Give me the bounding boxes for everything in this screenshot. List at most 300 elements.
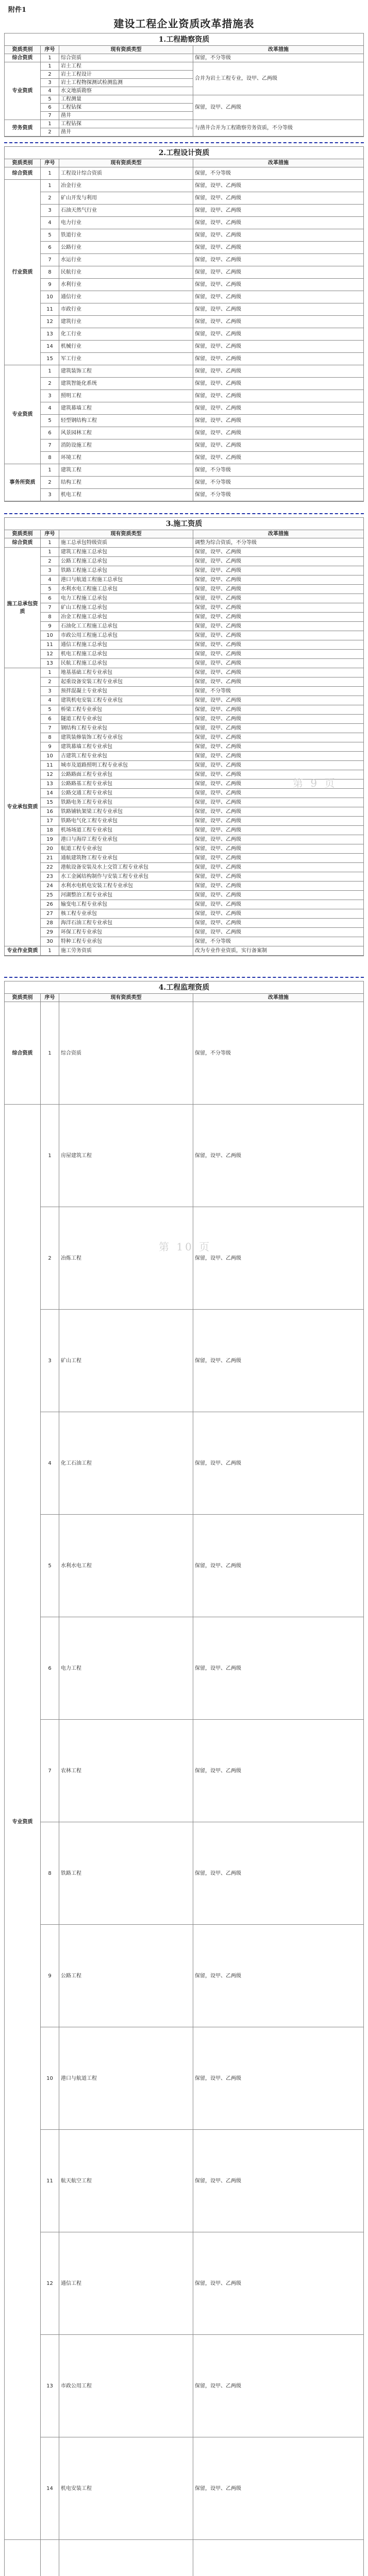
current-type-cell: 市政公用工程 [59,2335,193,2437]
reform-cell: 保留，设甲、乙两级 [193,353,364,365]
table-row [5,328,364,341]
reform-cell: 保留，设甲、乙两级 [193,1310,364,1412]
table-row [5,1720,364,1822]
table-row [5,439,364,452]
seq-cell: 9 [41,622,59,631]
reform-cell: 保留，设甲、乙两级 [193,1925,364,2027]
reform-cell: 保留，设甲、乙两级 [193,254,364,266]
table-row [5,205,364,217]
seq-cell: 2 [41,477,59,489]
current-type-cell: 水文地质勘察 [59,87,193,95]
seq-cell: 8 [41,452,59,464]
reform-cell: 保留，设甲、乙两级 [193,328,364,341]
seq-cell: 1 [41,548,59,557]
reform-cell: 保留，设甲、乙两级 [193,613,364,622]
table-row [5,1822,364,1925]
current-type-cell: 特种工程专业承包 [59,937,193,946]
section-table [4,159,364,501]
current-type-cell: 结构工程 [59,477,193,489]
col-current: 现有资质类型 [59,530,193,538]
seq-cell: 7 [41,112,59,120]
table-row [5,1105,364,1207]
current-type-cell: 港口与海岸工程专业承包 [59,835,193,844]
reform-cell: 保留，设甲、乙两级 [193,900,364,909]
reform-cell: 保留，设甲、乙两级 [193,844,364,854]
seq-cell: 5 [41,95,59,104]
reform-cell: 保留，设甲、乙两级 [193,835,364,844]
current-type-cell [59,2540,193,2576]
current-type-cell: 核工程专业承包 [59,909,193,919]
reform-cell: 保留，设甲、乙两级 [193,229,364,242]
table-row [5,687,364,696]
current-type-cell: 水工金属结构制作与安装工程专业承包 [59,872,193,882]
seq-cell: 7 [41,603,59,613]
reform-cell: 保留，设甲、乙两级 [193,650,364,659]
reform-cell: 保留，设甲、乙两级 [193,2437,364,2540]
seq-cell: 2 [41,557,59,566]
seq-cell: 1 [41,167,59,180]
col-category: 资质类别 [5,159,41,167]
col-category: 资质类别 [5,994,41,1002]
table-row [5,733,364,742]
seq-cell: 8 [41,733,59,742]
seq-cell: 4 [41,87,59,95]
table-row [5,62,364,71]
table-row [5,477,364,489]
seq-cell: 14 [41,341,59,353]
reform-cell: 保留，设甲、乙两级 [193,585,364,594]
seq-cell: 10 [41,752,59,761]
reform-cell: 保留，设甲、乙两级 [193,1617,364,1720]
seq-cell: 8 [41,613,59,622]
seq-cell: 1 [41,538,59,548]
category-cell: 事务所资质 [5,464,41,501]
current-type-cell: 公路路面工程专业承包 [59,770,193,779]
table-row [5,928,364,937]
seq-cell: 12 [41,770,59,779]
current-type-cell: 水利行业 [59,279,193,291]
current-type-cell: 机电工程 [59,489,193,501]
current-type-cell: 岩土工程物探测试检测监测 [59,79,193,87]
table-row [5,752,364,761]
seq-cell: 5 [41,705,59,715]
reform-cell: 保留，设甲、乙两级 [193,696,364,705]
current-type-cell: 电力工程 [59,1617,193,1720]
current-type-cell: 电力行业 [59,217,193,229]
reform-cell: 保留，不分等级 [193,937,364,946]
table-row [5,402,364,415]
current-type-cell: 建筑装修装饰工程专业承包 [59,733,193,742]
table-row [5,229,364,242]
seq-cell: 3 [41,205,59,217]
current-type-cell: 通信行业 [59,291,193,303]
category-cell: 综合资质 [5,167,41,180]
current-type-cell: 矿山工程 [59,1310,193,1412]
seq-cell: 6 [41,1617,59,1720]
table-row [5,742,364,752]
current-type-cell: 航道工程专业承包 [59,844,193,854]
table-row [5,798,364,807]
current-type-cell: 工程测量 [59,95,193,104]
seq-cell: 7 [41,439,59,452]
seq-cell: 1 [41,946,59,956]
reform-cell: 保留，不分等级 [193,464,364,477]
seq-cell: 26 [41,900,59,909]
reform-cell: 保留，设甲、乙两级 [193,192,364,205]
reform-cell: 保留，设甲、乙两级 [193,779,364,789]
reform-cell: 保留，设甲、乙两级 [193,622,364,631]
attachment-label: 附件1 [8,6,27,14]
current-type-cell: 工程设计综合资质 [59,167,193,180]
current-type-cell: 地基基础工程专业承包 [59,668,193,677]
reform-cell: 保留，设甲、乙两级 [193,817,364,826]
current-type-cell: 建筑智能化系统 [59,378,193,390]
category-cell: 行业资质 [5,180,41,365]
current-type-cell: 隧道工程专业承包 [59,715,193,724]
reform-cell: 保留，设甲、乙两级 [193,594,364,603]
reform-cell: 保留，设甲、乙两级 [193,390,364,402]
seq-cell [41,2540,59,2576]
seq-cell: 21 [41,854,59,863]
current-type-cell: 机电工程施工总承包 [59,650,193,659]
seq-cell: 5 [41,1515,59,1617]
table-row [5,353,364,365]
current-type-cell: 铁路工程施工总承包 [59,566,193,575]
current-type-cell: 市政公用工程施工总承包 [59,631,193,640]
reform-cell: 保留，设甲、乙两级 [193,427,364,439]
seq-cell: 25 [41,891,59,900]
seq-cell: 4 [41,696,59,705]
current-type-cell: 矿山工程施工总承包 [59,603,193,613]
reform-cell: 保留，设甲、乙两级 [193,95,364,120]
current-type-cell: 港口与航道工程 [59,2027,193,2130]
seq-cell: 1 [41,120,59,128]
table-row [5,585,364,594]
reform-cell: 保留，设甲、乙两级 [193,378,364,390]
current-type-cell: 化工行业 [59,328,193,341]
seq-cell: 18 [41,826,59,835]
col-reform: 改革措施 [193,994,364,1002]
reform-cell: 保留，设甲、乙两级 [193,566,364,575]
table-row [5,427,364,439]
col-current: 现有资质类型 [59,994,193,1002]
table-row [5,937,364,946]
current-type-cell: 军工行业 [59,353,193,365]
reform-cell: 保留，设甲、乙两级 [193,217,364,229]
seq-cell: 29 [41,928,59,937]
seq-cell: 8 [41,1822,59,1925]
current-type-cell: 输变电工程专业承包 [59,900,193,909]
seq-cell: 4 [41,217,59,229]
current-type-cell: 工程钻探 [59,120,193,128]
section-construction [4,517,364,956]
table-row [5,415,364,427]
seq-cell: 1 [41,1105,59,1207]
page-number-mark: 第 9 页 [293,777,337,789]
reform-cell: 改为专业作业资质，实行备案制 [193,946,364,956]
current-type-cell: 农林工程 [59,1720,193,1822]
seq-cell: 5 [41,229,59,242]
section-design [4,146,364,502]
current-type-cell: 桥梁工程专业承包 [59,705,193,715]
reform-cell: 保留，设甲、乙两级 [193,715,364,724]
table-row [5,817,364,826]
seq-cell: 15 [41,798,59,807]
reform-cell: 保留，设甲、乙两级 [193,854,364,863]
category-cell [5,2540,41,2576]
seq-cell: 1 [41,668,59,677]
seq-cell: 4 [41,402,59,415]
current-type-cell: 机械行业 [59,341,193,353]
seq-cell: 19 [41,835,59,844]
table-row [5,1617,364,1720]
reform-cell: 保留，设甲、乙两级 [193,872,364,882]
seq-cell: 24 [41,882,59,891]
reform-cell: 保留，设甲、乙两级 [193,548,364,557]
seq-cell: 2 [41,677,59,687]
seq-cell: 3 [41,566,59,575]
table-row [5,390,364,402]
reform-cell: 保留，设甲、乙两级 [193,1720,364,1822]
table-row [5,2232,364,2335]
table-row [5,640,364,650]
col-current: 现有资质类型 [59,159,193,167]
table-row [5,872,364,882]
table-row [5,844,364,854]
current-type-cell: 凿井 [59,128,193,137]
seq-cell: 20 [41,844,59,854]
seq-cell: 11 [41,761,59,770]
current-type-cell: 机电安装工程 [59,2437,193,2540]
table-row [5,1002,364,1105]
current-type-cell: 公路行业 [59,242,193,254]
current-type-cell: 港口与航道工程施工总承包 [59,575,193,585]
seq-cell: 6 [41,715,59,724]
seq-cell: 3 [41,687,59,696]
category-cell: 综合资质 [5,54,41,62]
table-row [5,279,364,291]
seq-cell: 27 [41,909,59,919]
current-type-cell: 环保工程专业承包 [59,928,193,937]
table-row [5,557,364,566]
seq-cell: 28 [41,919,59,928]
seq-cell: 6 [41,427,59,439]
seq-cell: 6 [41,104,59,112]
reform-cell: 保留，设甲、乙两级 [193,415,364,427]
table-row [5,291,364,303]
current-type-cell: 综合资质 [59,1002,193,1105]
reform-cell: 保留，设甲、乙两级 [193,705,364,715]
current-type-cell: 冶金行业 [59,180,193,192]
category-cell: 劳务资质 [5,120,41,137]
reform-cell: 保留，设甲、乙两级 [193,2335,364,2437]
seq-cell: 10 [41,291,59,303]
table-row [5,946,364,956]
reform-cell: 保留，不分等级 [193,1002,364,1105]
reform-cell: 保留，设甲、乙两级 [193,439,364,452]
reform-cell: 调整为综合资质，不分等级 [193,538,364,548]
table-row [5,594,364,603]
table-row [5,705,364,715]
reform-cell: 保留，设甲、乙两级 [193,724,364,733]
current-type-cell: 公路交通工程专业承包 [59,789,193,798]
seq-cell: 11 [41,640,59,650]
seq-cell: 1 [41,62,59,71]
table-row [5,452,364,464]
seq-cell: 5 [41,585,59,594]
table-row [5,715,364,724]
current-type-cell: 航天航空工程 [59,2130,193,2232]
table-row [5,316,364,328]
reform-cell: 保留，设甲、乙两级 [193,733,364,742]
table-row [5,724,364,733]
reform-cell: 保留，设甲、乙两级 [193,891,364,900]
table-row [5,538,364,548]
current-type-cell: 公路路基工程专业承包 [59,779,193,789]
current-type-cell: 建筑工程施工总承包 [59,548,193,557]
col-seq: 序号 [41,530,59,538]
category-cell: 专业资质 [5,365,41,464]
current-type-cell: 铁道行业 [59,229,193,242]
table-row [5,882,364,891]
table-row [5,668,364,677]
page-break-line [4,142,364,143]
table-row [5,835,364,844]
current-type-cell: 轻型钢结构工程 [59,415,193,427]
reform-cell: 保留，设甲、乙两级 [193,365,364,378]
table-row [5,761,364,770]
current-type-cell: 港航设备安装及水上交管工程专业承包 [59,863,193,872]
table-row [5,242,364,254]
section-supervision [4,981,364,2576]
current-type-cell: 风景园林工程 [59,427,193,439]
seq-cell: 6 [41,594,59,603]
seq-cell: 15 [41,353,59,365]
table-row [5,891,364,900]
page-break-line [4,977,364,978]
table-row [5,603,364,613]
table-row [5,254,364,266]
current-type-cell: 公路工程施工总承包 [59,557,193,566]
reform-cell: 保留，设甲、乙两级 [193,266,364,279]
table-row [5,2540,364,2576]
table-row [5,217,364,229]
reform-cell: 保留，设甲、乙两级 [193,919,364,928]
seq-cell: 13 [41,328,59,341]
reform-cell: 与凿井合并为工程勘察劳务资质，不分等级 [193,120,364,137]
table-row [5,1412,364,1515]
current-type-cell: 河湖整治工程专业承包 [59,891,193,900]
seq-cell: 1 [41,464,59,477]
category-cell: 综合资质 [5,1002,41,1105]
seq-cell: 2 [41,71,59,79]
table-row [5,464,364,477]
seq-cell: 7 [41,724,59,733]
table-row [5,696,364,705]
reform-cell: 保留，设甲、乙两级 [193,180,364,192]
seq-cell: 9 [41,279,59,291]
table-row [5,1207,364,1310]
reform-cell: 保留，设甲、乙两级 [193,402,364,415]
current-type-cell: 建筑工程 [59,464,193,477]
current-type-cell: 冶金工程施工总承包 [59,613,193,622]
seq-cell: 3 [41,79,59,87]
seq-cell: 13 [41,659,59,668]
reform-cell: 保留，设甲、乙两级 [193,279,364,291]
table-row [5,677,364,687]
reform-cell: 保留，设甲、乙两级 [193,291,364,303]
seq-cell: 17 [41,817,59,826]
reform-cell: 保留，设甲、乙两级 [193,316,364,328]
reform-cell: 保留，设甲、乙两级 [193,205,364,217]
reform-cell: 保留，设甲、乙两级 [193,798,364,807]
seq-cell: 3 [41,390,59,402]
seq-cell: 12 [41,2232,59,2335]
table-row [5,1515,364,1617]
reform-cell: 保留，设甲、乙两级 [193,928,364,937]
reform-cell: 保留，设甲、乙两级 [193,826,364,835]
current-type-cell: 建筑行业 [59,316,193,328]
category-cell: 专业资质 [5,62,41,120]
document-page [4,2,364,2576]
table-row [5,909,364,919]
table-row [5,95,364,104]
current-type-cell: 民航工程施工总承包 [59,659,193,668]
table-row [5,266,364,279]
section-table [4,993,364,2576]
table-row [5,120,364,128]
current-type-cell: 石油天然气行业 [59,205,193,217]
reform-cell: 保留，设甲、乙两级 [193,2232,364,2335]
seq-cell: 1 [41,54,59,62]
current-type-cell: 预拌混凝土专业承包 [59,687,193,696]
seq-cell: 1 [41,365,59,378]
current-type-cell: 建筑幕墙工程专业承包 [59,742,193,752]
current-type-cell: 施工劳务资质 [59,946,193,956]
current-type-cell: 石油化工工程施工总承包 [59,622,193,631]
category-cell: 施工总承包资质 [5,548,41,668]
current-type-cell: 钢结构工程专业承包 [59,724,193,733]
seq-cell: 9 [41,742,59,752]
seq-cell: 3 [41,1310,59,1412]
table-row [5,303,364,316]
reform-cell: 保留，设甲、乙两级 [193,1822,364,1925]
seq-cell: 1 [41,180,59,192]
seq-cell: 14 [41,789,59,798]
reform-cell: 保留，不分等级 [193,167,364,180]
current-type-cell: 建筑机电安装工程专业承包 [59,696,193,705]
reform-cell: 保留，设甲、乙两级 [193,1207,364,1310]
current-type-cell: 施工总承包特级资质 [59,538,193,548]
col-reform: 改革措施 [193,46,364,54]
current-type-cell: 岩土工程 [59,62,193,71]
seq-cell: 30 [41,937,59,946]
seq-cell: 8 [41,266,59,279]
reform-cell [193,2540,364,2576]
current-type-cell: 公路工程 [59,1925,193,2027]
table-row [5,167,364,180]
col-seq: 序号 [41,46,59,54]
table-row [5,180,364,192]
table-row [5,789,364,798]
section-survey [4,33,364,137]
table-row [5,365,364,378]
table-row [5,900,364,909]
current-type-cell: 综合资质 [59,54,193,62]
seq-cell: 5 [41,415,59,427]
current-type-cell: 冶炼工程 [59,1207,193,1310]
current-type-cell: 铁路电气化工程专业承包 [59,817,193,826]
